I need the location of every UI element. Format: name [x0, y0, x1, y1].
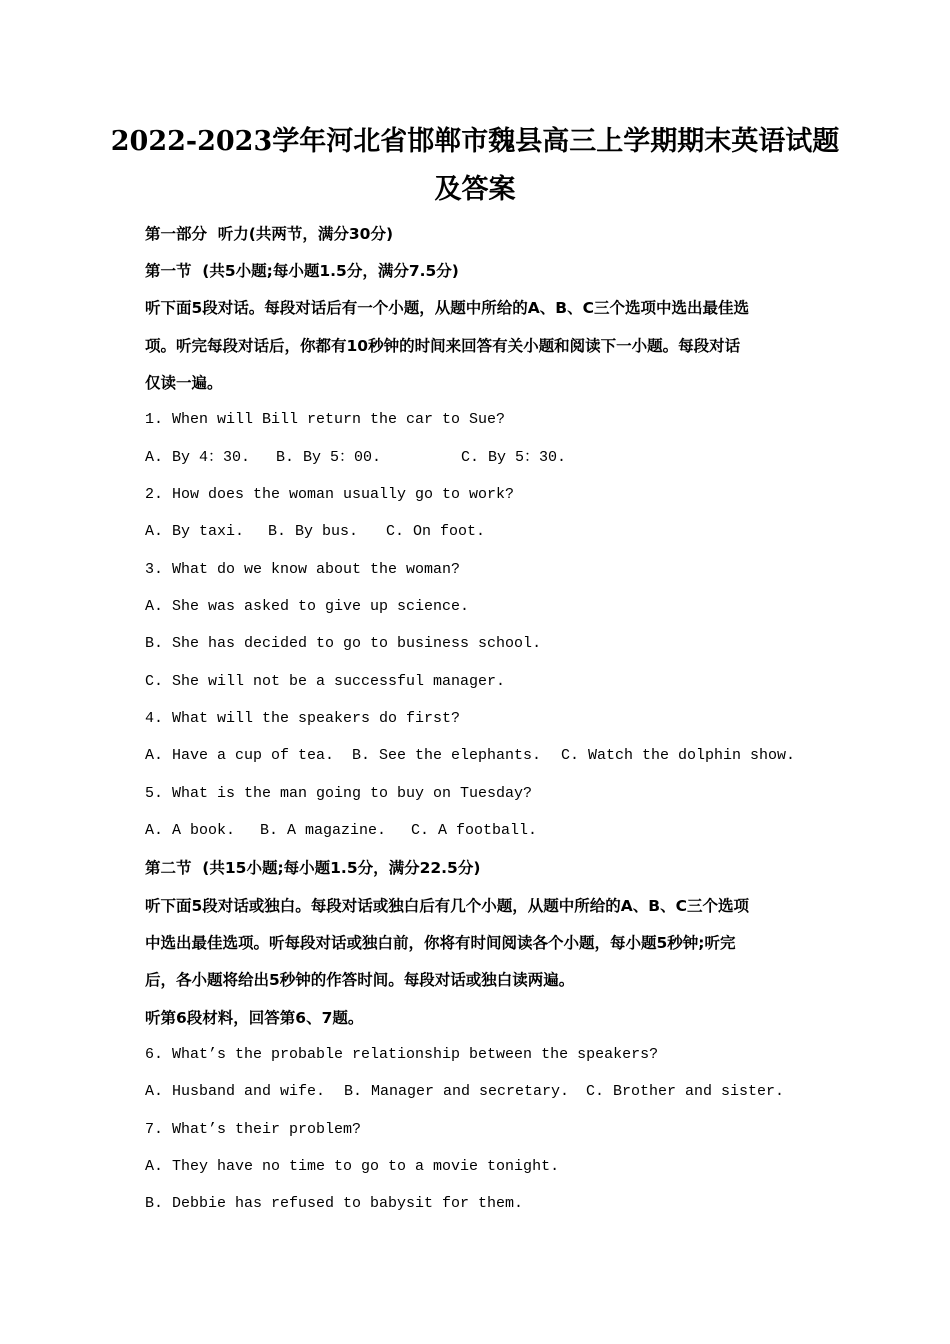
question-3-option-b: B. She has decided to go to business school. — [145, 635, 542, 652]
question-5-option-b: B. A magazine. — [260, 822, 387, 839]
section1-instruction-line: 仅读一遍。 — [145, 374, 223, 392]
section1-instruction-line: 听下面5段对话。每段对话后有一个小题，从题中所给的A、B、C三个选项中选出最佳选 — [145, 299, 749, 317]
question-1-option-a: A. By 4：30. — [145, 449, 251, 466]
question-2: 2. How does the woman usually go to work? — [145, 486, 515, 503]
question-4: 4. What will the speakers do first? — [145, 710, 461, 727]
question-5: 5. What is the man going to buy on Tuesday? — [145, 785, 533, 802]
question-7-option-a: A. They have no time to go to a movie tonight. — [145, 1158, 560, 1175]
section1-heading: 第一节 (共5小题;每小题1.5分，满分7.5分) — [145, 262, 459, 280]
question-6-option-b: B. Manager and secretary. — [344, 1083, 570, 1100]
question-2-option-b: B. By bus. — [268, 523, 359, 540]
question-2-option-a: A. By taxi. — [145, 523, 245, 540]
part1-heading: 第一部分 听力(共两节，满分30分) — [145, 225, 394, 243]
section2-instruction-line: 中选出最佳选项。听每段对话或独白前，你将有时间阅读各个小题，每小题5秒钟;听完 — [145, 934, 736, 952]
question-1-option-b: B. By 5：00. — [276, 449, 382, 466]
material-note: 听第6段材料，回答第6、7题。 — [145, 1009, 364, 1027]
question-4-option-a: A. Have a cup of tea. — [145, 747, 335, 764]
question-6: 6. What’s the probable relationship between the speakers? — [145, 1046, 659, 1063]
question-6-option-a: A. Husband and wife. — [145, 1083, 326, 1100]
section2-instruction-line: 听下面5段对话或独白。每段对话或独白后有几个小题，从题中所给的A、B、C三个选项 — [145, 897, 749, 915]
question-7: 7. What’s their problem? — [145, 1121, 362, 1138]
section2-heading: 第二节 (共15小题;每小题1.5分，满分22.5分) — [145, 859, 481, 877]
question-5-option-a: A. A book. — [145, 822, 236, 839]
question-6-option-c: C. Brother and sister. — [586, 1083, 785, 1100]
question-3-option-c: C. She will not be a successful manager. — [145, 673, 506, 690]
question-1: 1. When will Bill return the car to Sue? — [145, 411, 506, 428]
section1-instruction-line: 项。听完每段对话后，你都有10秒钟的时间来回答有关小题和阅读下一小题。每段对话 — [145, 337, 741, 355]
document-title-line-1: 2022-2023学年河北省邯郸市魏县高三上学期期末英语试题 — [110, 126, 840, 157]
section2-instruction-line: 后，各小题将给出5秒钟的作答时间。每段对话或独白读两遍。 — [145, 971, 575, 989]
question-4-option-b: B. See the elephants. — [352, 747, 542, 764]
document-title-line-2: 及答案 — [434, 174, 516, 205]
question-3: 3. What do we know about the woman? — [145, 561, 461, 578]
question-1-option-c: C. By 5：30. — [461, 449, 567, 466]
question-5-option-c: C. A football. — [411, 822, 538, 839]
question-4-option-c: C. Watch the dolphin show. — [561, 747, 796, 764]
question-3-option-a: A. She was asked to give up science. — [145, 598, 470, 615]
question-2-option-c: C. On foot. — [386, 523, 486, 540]
question-7-option-b: B. Debbie has refused to babysit for them. — [145, 1195, 524, 1212]
